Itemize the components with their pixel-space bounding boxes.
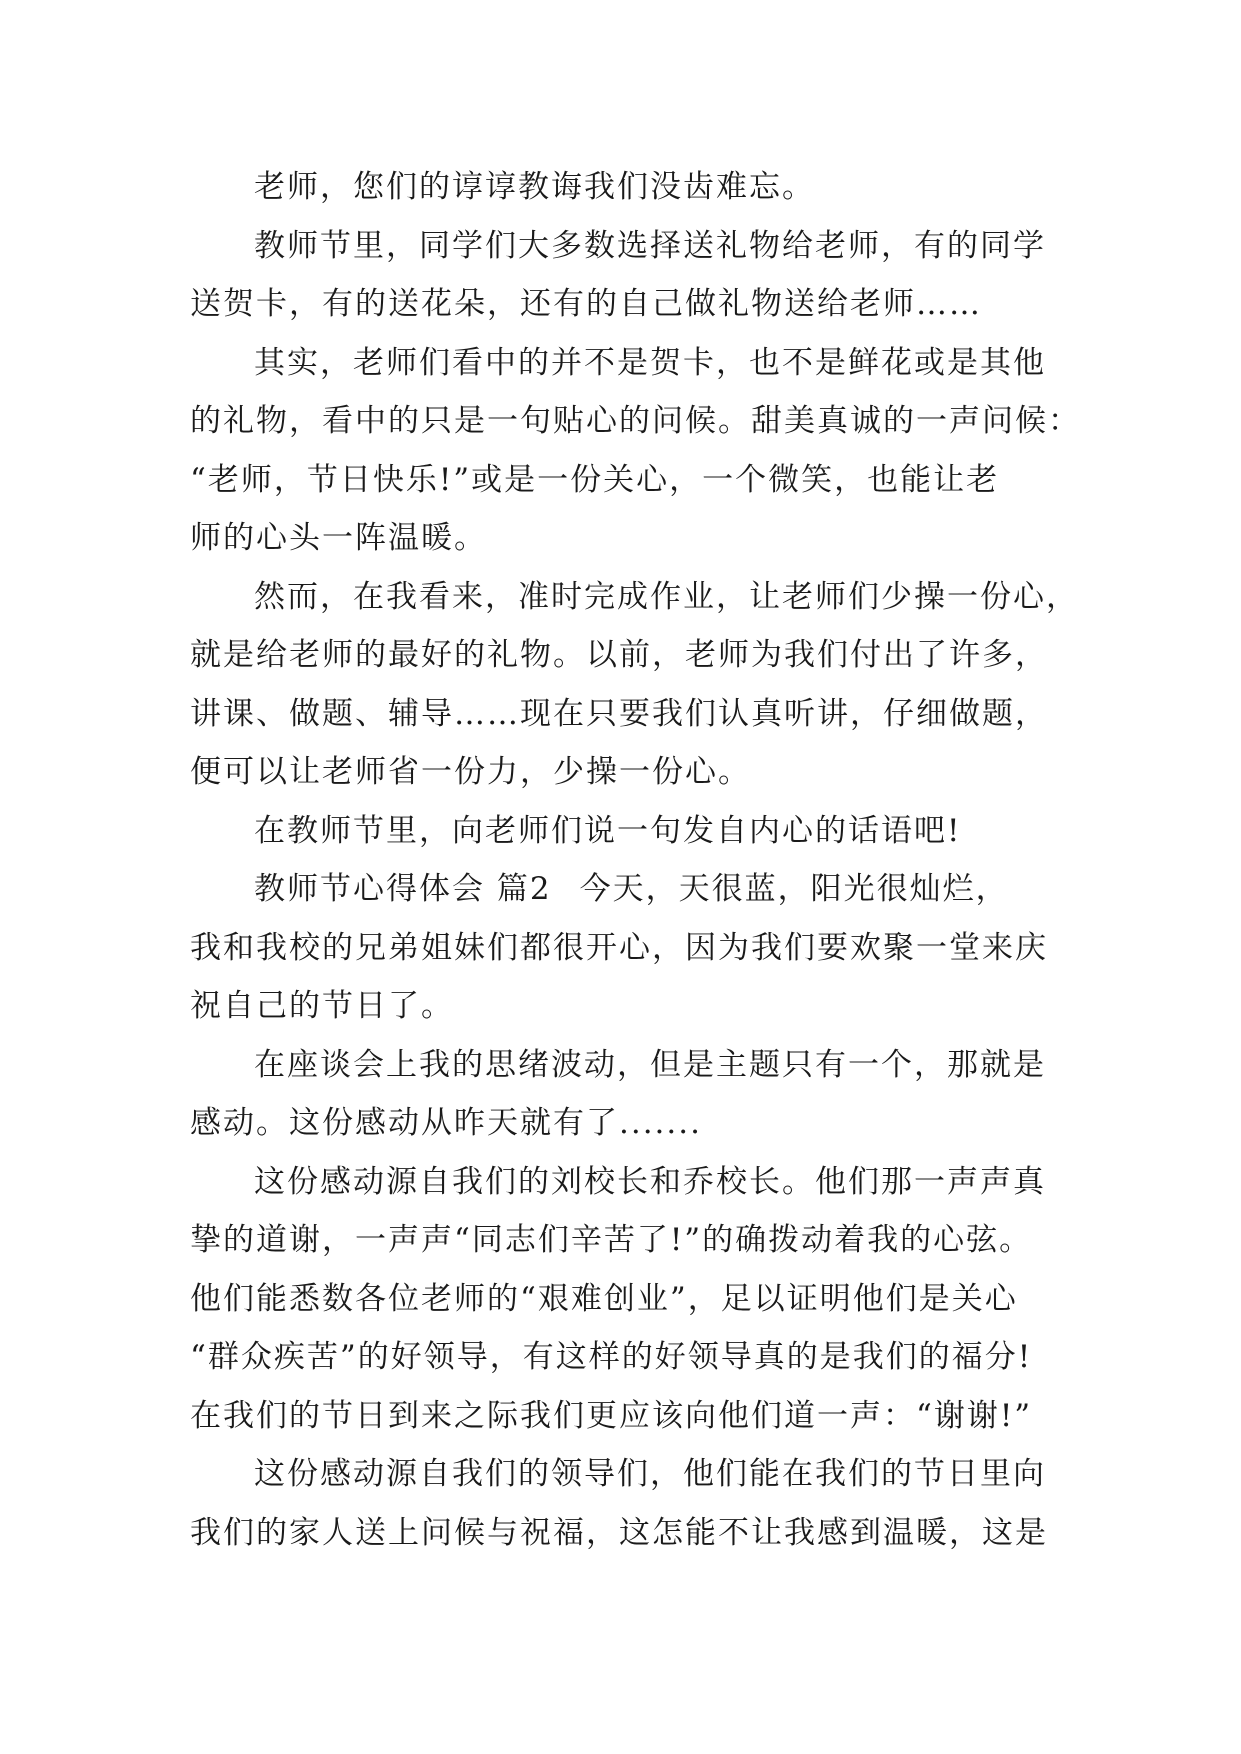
text-line-content: 教师节心得体会 篇2	[254, 871, 552, 907]
text-line-content: 师的心头一阵温暖。	[190, 520, 487, 556]
text-line-content: 送贺卡，有的送花朵，还有的自己做礼物送给老师……	[190, 286, 982, 322]
text-line-content: 感动。这份感动从昨天就有了.......	[190, 1105, 702, 1141]
text-line-content: 的礼物，看中的只是一句贴心的问候。甜美真诚的一声问候：	[190, 403, 1081, 439]
text-line-content: 在我们的节日到来之际我们更应该向他们道一声：“谢谢!”	[190, 1397, 1033, 1434]
text-line	[190, 509, 1050, 568]
text-line-content: “老师，节日快乐!”或是一份关心，一个微笑，也能让老	[190, 461, 1000, 498]
text-line	[190, 977, 1050, 1036]
text-line-content: 我们的家人送上问候与祝福，这怎能不让我感到温暖，这是	[190, 1514, 1048, 1551]
text-line	[190, 1270, 1050, 1329]
text-line	[190, 743, 1050, 802]
text-line	[190, 217, 1050, 276]
text-line-content: 这份感动源自我们的刘校长和乔校长。他们那一声声真	[254, 1163, 1046, 1200]
text-line	[190, 626, 1050, 685]
text-line	[190, 1094, 1050, 1153]
text-line	[190, 860, 1050, 919]
text-line	[190, 1504, 1050, 1563]
text-line	[190, 685, 1050, 744]
text-line-content: 就是给老师的最好的礼物。以前，老师为我们付出了许多，	[190, 637, 1048, 673]
text-line-content: 其实，老师们看中的并不是贺卡，也不是鲜花或是其他	[254, 344, 1046, 381]
text-line	[190, 392, 1081, 451]
document-body	[190, 158, 1081, 1562]
text-line-content: 讲课、做题、辅导……现在只要我们认真听讲，仔细做题，	[190, 695, 1048, 732]
text-line-content: 他们能悉数各位老师的“艰难创业”，足以证明他们是关心	[190, 1280, 1018, 1317]
text-line	[190, 802, 1050, 861]
text-line-content: 老师，您们的谆谆教诲我们没齿难忘。	[254, 169, 815, 205]
text-line	[190, 158, 1050, 217]
text-line-content: 教师节里，同学们大多数选择送礼物给老师，有的同学	[254, 227, 1046, 264]
text-line-content: 这份感动源自我们的领导们，他们能在我们的节日里向	[254, 1456, 1046, 1492]
text-line-content: 在教师节里，向老师们说一句发自内心的话语吧!	[254, 812, 962, 849]
text-line	[190, 275, 1050, 334]
text-line-content: 祝自己的节日了。	[190, 988, 454, 1024]
text-line-content: “群众疾苦”的好领导，有这样的好领导真的是我们的福分!	[190, 1339, 1033, 1375]
text-line-content: 我和我校的兄弟姐妹们都很开心，因为我们要欢聚一堂来庆	[190, 929, 1048, 966]
text-line	[190, 1211, 1050, 1270]
text-line	[190, 568, 1079, 627]
text-line	[190, 1153, 1050, 1212]
text-line-content: 便可以让老师省一份力，少操一份心。	[190, 754, 751, 790]
text-line	[190, 451, 1050, 510]
text-line	[190, 1328, 1050, 1387]
text-line	[190, 334, 1050, 393]
text-line	[190, 1036, 1050, 1095]
text-line-tail: 今天，天很蓝，阳光很灿烂，	[579, 871, 1009, 907]
text-line-content: 挚的道谢，一声声“同志们辛苦了!”的确拨动着我的心弦。	[190, 1222, 1033, 1258]
text-line	[190, 1445, 1050, 1504]
text-line	[190, 1387, 1050, 1446]
text-line-content: 然而，在我看来，准时完成作业，让老师们少操一份心，	[254, 578, 1079, 615]
text-line-content: 在座谈会上我的思绪波动，但是主题只有一个，那就是	[254, 1046, 1046, 1083]
text-line	[190, 919, 1050, 978]
